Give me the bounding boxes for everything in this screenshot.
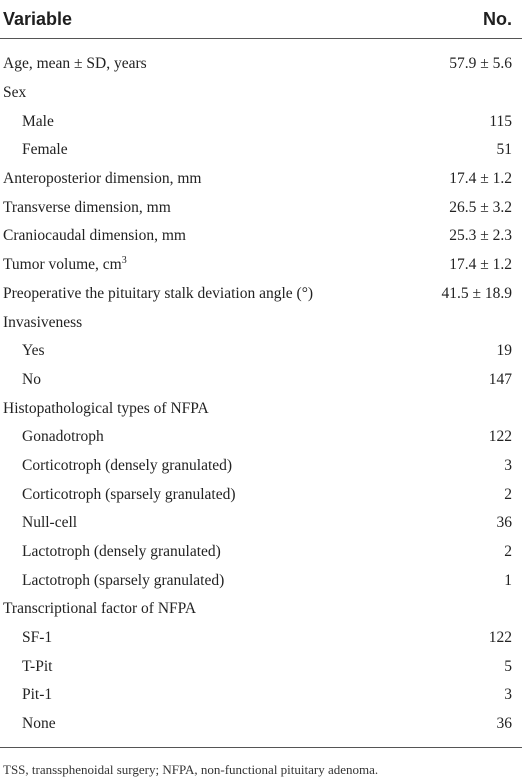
row-label [0, 55, 147, 73]
table-row [0, 394, 522, 423]
row-label [0, 543, 221, 561]
row-label [0, 371, 41, 389]
row-label-text: Male [22, 112, 54, 130]
row-label-text: No [22, 370, 41, 388]
row-label [0, 113, 54, 131]
table-row [0, 538, 522, 567]
table-row [0, 595, 522, 624]
row-label [0, 141, 68, 159]
row-value: 122 [488, 629, 512, 647]
row-label-text: Sex [3, 84, 27, 102]
table-header-row [0, 0, 522, 39]
table-row [0, 165, 522, 194]
table-row [0, 652, 522, 681]
row-value: 17.4 ± 1.2 [449, 170, 512, 188]
row-label [0, 686, 52, 704]
table-row [0, 566, 522, 595]
row-label-text: Anteroposterior dimension, mm [3, 170, 202, 188]
row-label-text: Transverse dimension, mm [3, 198, 171, 216]
row-value: 51 [496, 141, 512, 159]
table-footnote: TSS, transsphenoidal surgery; NFPA, non-functional pituitary adenoma. [3, 761, 379, 777]
row-label-text: Yes [22, 342, 45, 360]
row-label [0, 457, 232, 475]
row-label-text: Invasiveness [3, 313, 83, 331]
row-label-text: Corticotroph (sparsely granulated) [22, 485, 236, 503]
row-label [0, 658, 52, 676]
row-label-text: Histopathological types of NFPA [3, 399, 209, 417]
row-label [0, 199, 171, 217]
row-label-text: Tumor volume, cm [3, 256, 122, 274]
row-label [0, 572, 224, 590]
row-label-superscript: 3 [121, 255, 127, 266]
table-row [0, 337, 522, 366]
row-value: 1 [504, 571, 512, 589]
row-label-text: Gonadotroph [22, 428, 104, 446]
row-value: 19 [496, 342, 512, 360]
row-label [0, 227, 186, 245]
table-row [0, 222, 522, 251]
row-label-text: Age, mean ± SD, years [3, 55, 147, 73]
row-value: 115 [489, 112, 512, 130]
row-label [0, 314, 82, 332]
table-row [0, 107, 522, 136]
row-label [0, 600, 196, 618]
row-value: 2 [504, 485, 512, 503]
table-row [0, 308, 522, 337]
row-label-text: Pit-1 [22, 686, 53, 704]
row-value: 2 [504, 543, 512, 561]
row-value: 17.4 ± 1.2 [449, 256, 512, 274]
table-row [0, 423, 522, 452]
row-label [0, 400, 209, 418]
row-label-text: Preoperative the pituitary stalk deviation angle (°) [3, 284, 314, 302]
table-row [0, 452, 522, 481]
table-row [0, 710, 522, 739]
table-body [0, 39, 522, 739]
row-value: 26.5 ± 3.2 [449, 198, 512, 216]
row-label-text: Lactotroph (densely granulated) [22, 543, 221, 561]
row-label [0, 486, 236, 504]
row-label [0, 256, 127, 274]
row-label [0, 514, 77, 532]
header-variable: Variable [3, 8, 73, 29]
row-label-text: Craniocaudal dimension, mm [3, 227, 186, 245]
row-value: 122 [488, 428, 512, 446]
header-no: No. [483, 8, 512, 29]
row-label [0, 84, 26, 102]
row-label [0, 342, 45, 360]
table-row [0, 251, 522, 280]
row-label-text: Female [22, 141, 68, 159]
row-label-text: Corticotroph (densely granulated) [22, 456, 233, 474]
row-label [0, 715, 56, 733]
row-label [0, 428, 104, 446]
row-label-text: Lactotroph (sparsely granulated) [22, 571, 225, 589]
row-value: 57.9 ± 5.6 [449, 55, 512, 73]
row-label-text: SF-1 [22, 629, 53, 647]
table-row [0, 509, 522, 538]
row-value: 41.5 ± 18.9 [441, 284, 512, 302]
table-row [0, 79, 522, 108]
row-label [0, 170, 201, 188]
table-row [0, 624, 522, 653]
table-row [0, 136, 522, 165]
row-label-text: T-Pit [22, 657, 53, 675]
table-row [0, 681, 522, 710]
row-label-text: Null-cell [22, 514, 78, 532]
row-value: 5 [504, 657, 512, 675]
table-row [0, 193, 522, 222]
row-value: 147 [488, 370, 512, 388]
row-label [0, 629, 52, 647]
table-row [0, 50, 522, 79]
row-value: 3 [504, 456, 512, 474]
row-value: 25.3 ± 2.3 [449, 227, 512, 245]
row-value: 36 [496, 514, 512, 532]
row-value: 3 [504, 686, 512, 704]
row-label-text: None [22, 715, 56, 733]
row-label [0, 285, 313, 303]
row-label-text: Transcriptional factor of NFPA [3, 600, 197, 618]
row-value: 36 [496, 715, 512, 733]
table-row [0, 280, 522, 309]
table-row [0, 366, 522, 395]
table-row [0, 480, 522, 509]
